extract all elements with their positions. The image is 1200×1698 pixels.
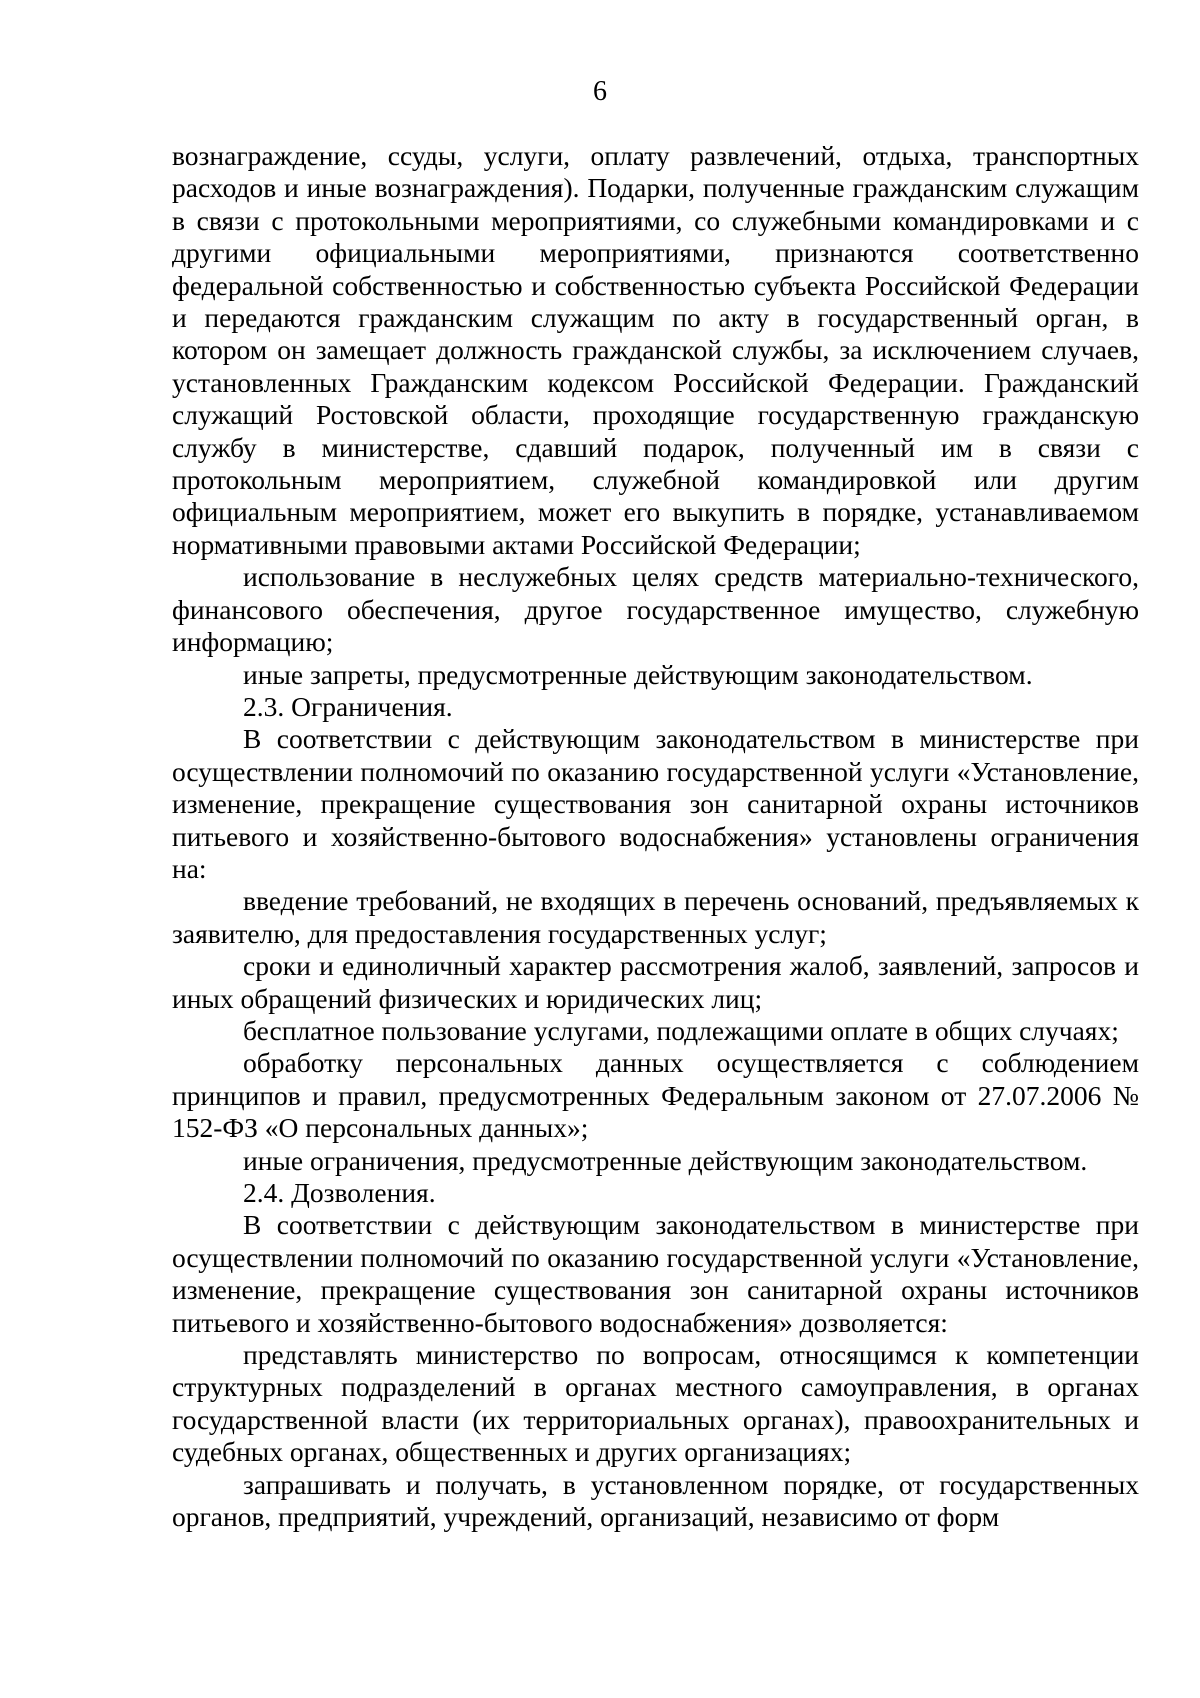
paragraph-restriction-requirements: введение требований, не входящих в перечень оснований, предъявляемых к заявителю, для предоставления государственных услуг; bbox=[172, 885, 1139, 949]
page-number: 6 bbox=[593, 76, 607, 107]
section-heading-permissions: 2.4. Дозволения. bbox=[243, 1177, 436, 1208]
paragraph-restrictions-intro: В соответствии с действующим законодательством в министерстве при осуществлении полномочий по оказанию государственной услуги «Установление, изменение, прекращение существования зон санитарной охраны источников питьевого и хозяйственно-бытового водоснабжения» установлены ограничения на: bbox=[172, 723, 1139, 884]
paragraph-permissions-intro: В соответствии с действующим законодательством в министерстве при осуществлении полномочий по оказанию государственной услуги «Установление, изменение, прекращение существования зон санитарной охраны источников питьевого и хозяйственно-бытового водоснабжения» дозволяется: bbox=[172, 1209, 1139, 1338]
section-heading-restrictions: 2.3. Ограничения. bbox=[243, 690, 453, 722]
paragraph-property-use: использование в неслужебных целях средств материально-технического, финансового обеспечения, другое государственное имущество, служебную информацию; bbox=[172, 561, 1139, 658]
paragraph-permission-represent: представлять министерство по вопросам, относящимся к компетенции структурных подразделений в органах местного самоуправления, в органах государственной власти (их территориальных органах), правоохранительных и судебных органах, общественных и других организациях; bbox=[172, 1339, 1139, 1468]
paragraph-restriction-free-use: бесплатное пользование услугами, подлежащими оплате в общих случаях; bbox=[243, 1014, 1119, 1046]
paragraph-gifts-continuation: вознаграждение, ссуды, услуги, оплату развлечений, отдыха, транспортных расходов и иные вознаграждения). Подарки, полученные гражданским служащим в связи с протокольными мероприятиями, со служебными командировками и с другими официальными мероприятиями, признаются соответственно федеральной собственностью и собственностью субъекта Российской Федерации и передаются гражданским служащим по акту в государственный орган, в котором он замещает должность гражданской службы, за исключением случаев, установленных Гражданским кодексом Российской Федерации. Гражданский служащий Ростовской области, проходящие государственную гражданскую службу в министерстве, сдавший подарок, полученный им в связи с протокольным мероприятием, служебной командировкой или другим официальным мероприятием, может его выкупить в порядке, устанавливаемом нормативными правовыми актами Российской Федерации; bbox=[172, 140, 1139, 560]
paragraph-permission-request: запрашивать и получать, в установленном порядке, от государственных органов, предприятий, учреждений, организаций, независимо от форм bbox=[172, 1468, 1139, 1533]
paragraph-restriction-personal-data: обработку персональных данных осуществляется с соблюдением принципов и правил, предусмотренных Федеральным законом от 27.07.2006 № 152-ФЗ «О персональных данных»; bbox=[172, 1047, 1139, 1144]
paragraph-restriction-terms: сроки и единоличный характер рассмотрения жалоб, заявлений, запросов и иных обращений физических и юридических лиц; bbox=[172, 950, 1139, 1014]
paragraph-other-prohibitions: иные запреты, предусмотренные действующим законодательством. bbox=[243, 658, 1033, 690]
document-body bbox=[172, 140, 1139, 1533]
paragraph-other-restrictions: иные ограничения, предусмотренные действующим законодательством. bbox=[243, 1144, 1088, 1176]
